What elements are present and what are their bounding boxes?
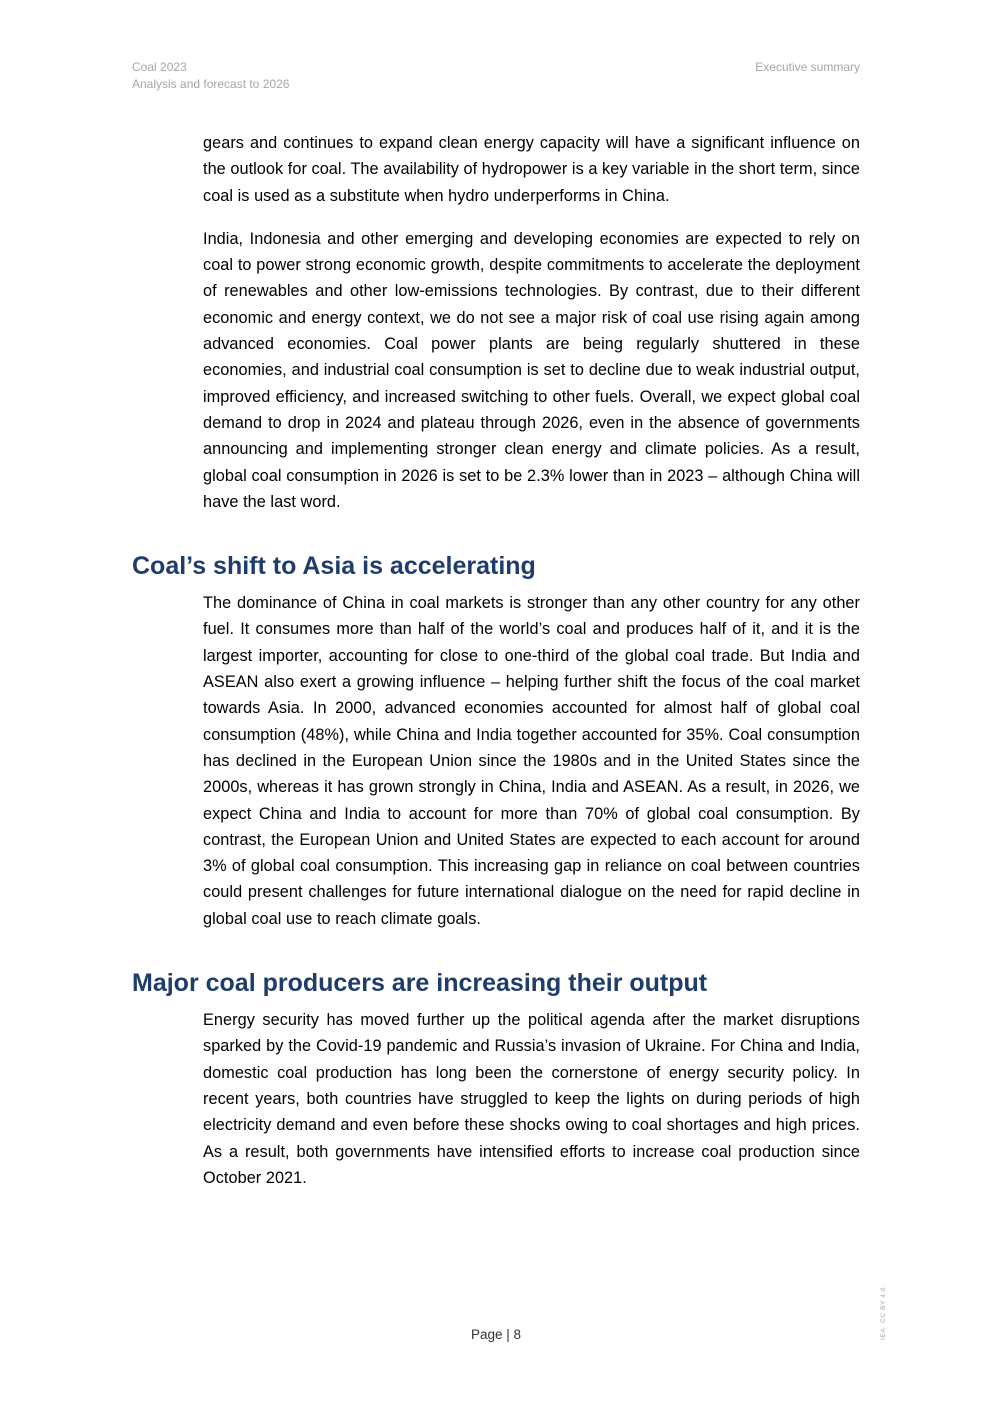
- page-number: Page | 8: [470, 1327, 522, 1342]
- report-title: Coal 2023: [132, 60, 187, 74]
- license-notice: IEA. CC BY 4.0.: [880, 1284, 887, 1340]
- body-paragraph-3: The dominance of China in coal markets is stronger than any other country for any other fuel. It consumes more than half of the world’s coal and produces half of it, and it is the largest importer, accounting for close to one-third of the global coal trade. But India and ASEAN also exert a growing influence – helping further shift the focus of the coal market towards Asia. In 2000, advanced economies accounted for almost half of global coal consumption (48%), while China and India together accounted for 35%. Coal consumption has declined in the European Union since the 1980s and in the United States since the 2000s, whereas it has grown strongly in China, India and ASEAN. As a result, in 2026, we expect China and India to account for more than 70% of global coal consumption. By contrast, the European Union and United States are expected to each account for around 3% of global coal consumption. This increasing gap in reliance on coal between countries could present challenges for future international dialogue on the need for rapid decline in global coal use to reach climate goals.: [203, 594, 860, 928]
- body-paragraph-2: India, Indonesia and other emerging and developing economies are expected to rely on coal to power strong economic growth, despite commitments to accelerate the deployment of renewables and other low-emissions technologies. By contrast, due to their different economic and energy context, we do not see a major risk of coal use rising again among advanced economies. Coal power plants are being regularly shuttered in these economies, and industrial coal consumption is set to decline due to weak industrial output, improved efficiency, and increased switching to other fuels. Overall, we expect global coal demand to drop in 2024 and plateau through 2026, even in the absence of governments announcing and implementing stronger clean energy and climate policies. As a result, global coal consumption in 2026 is set to be 2.3% lower than in 2023 – although China will have the last word.: [203, 229, 860, 511]
- section-heading-asia: Coal’s shift to Asia is accelerating: [132, 552, 536, 581]
- body-paragraph-1: gears and continues to expand clean energy capacity will have a significant influence on the outlook for coal. The availability of hydropower is a key variable in the short term, since coal is used as a substitute when hydro underperforms in China.: [203, 134, 860, 205]
- body-paragraph-4: Energy security has moved further up the political agenda after the market disruptions sparked by the Covid-19 pandemic and Russia’s invasion of Ukraine. For China and India, domestic coal production has long been the cornerstone of energy security policy. In recent years, both countries have struggled to keep the lights on during periods of high electricity demand and even before these shocks owing to coal shortages and high prices. As a result, both governments have intensified efforts to increase coal production since October 2021.: [203, 1011, 860, 1187]
- section-title: Executive summary: [755, 60, 860, 74]
- running-header-left: [132, 59, 289, 93]
- section-heading-producers: Major coal producers are increasing their output: [132, 969, 708, 998]
- report-subtitle: Analysis and forecast to 2026: [132, 77, 290, 91]
- page-body: [132, 130, 860, 1208]
